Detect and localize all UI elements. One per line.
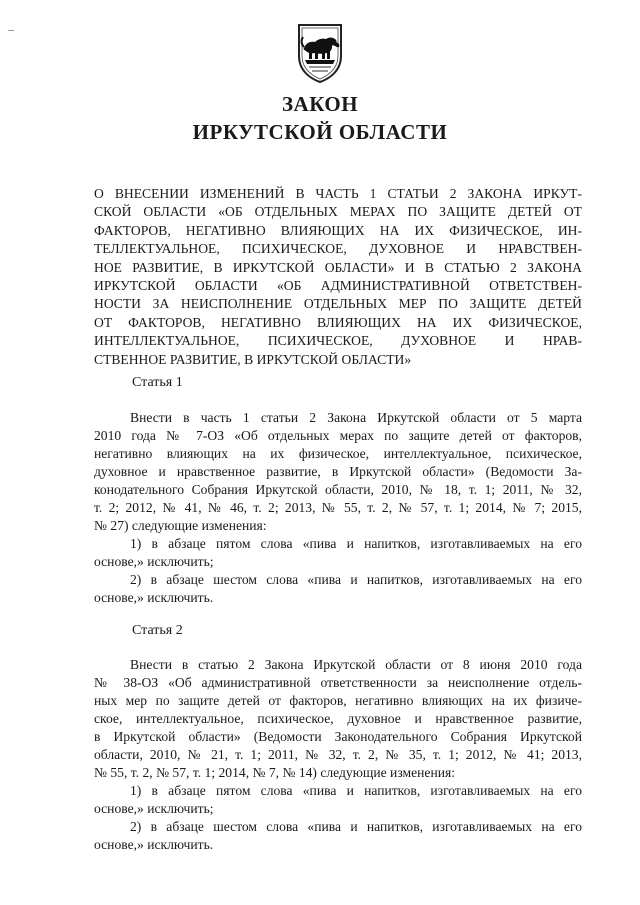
heading-line: О ВНЕСЕНИИ ИЗМЕНЕНИЙ В ЧАСТЬ 1 СТАТЬИ 2 ЗАКОНА ИРКУТ-: [94, 186, 582, 201]
article-2-intro: [94, 656, 582, 782]
article-1-title: Статья 1: [132, 375, 183, 390]
paragraph-line: негативно влияющих на их физическое, интеллектуальное, психическое,: [94, 446, 582, 461]
paragraph-line: 2010 года № 7-ОЗ «Об отдельных мерах по защите детей от факторов,: [94, 428, 582, 443]
item-line: 1) в абзаце пятом слова «пива и напитков, изготавливаемых на его: [130, 536, 582, 551]
heading-line: СКОЙ ОБЛАСТИ «ОБ ОТДЕЛЬНЫХ МЕРАХ ПО ЗАЩИТЕ ДЕТЕЙ ОТ: [94, 204, 582, 220]
irkutsk-coat-of-arms-icon: [295, 22, 345, 84]
item-line: основе,» исключить;: [94, 801, 214, 816]
item-line: основе,» исключить.: [94, 837, 214, 852]
paragraph-line: Внести в статью 2 Закона Иркутской области от 8 июня 2010 года: [130, 657, 582, 672]
heading-line: ИРКУТСКОЙ ОБЛАСТИ «ОБ АДМИНИСТРАТИВНОЙ ОТВЕТСТВЕН-: [94, 278, 582, 294]
article-2-item-1: [94, 782, 582, 818]
paragraph-line: № 38-ОЗ «Об административной ответственности за неисполнение отдель-: [94, 675, 582, 690]
article-1-item-1: [94, 535, 582, 571]
paragraph-line: ское, интеллектуальное, психическое, духовное и нравственное развитие,: [94, 711, 582, 726]
heading-line: ФАКТОРОВ, НЕГАТИВНО ВЛИЯЮЩИХ НА ИХ ФИЗИЧЕСКОЕ, ИН-: [94, 222, 582, 238]
article-1-item-2: [94, 571, 582, 607]
paragraph-line: в Иркутской области» (Ведомости Законодательного Собрания Иркутской: [94, 729, 582, 744]
paragraph-line: конодательного Собрания Иркутской области, 2010, № 18, т. 1; 2011, № 32,: [94, 482, 582, 497]
item-line: основе,» исключить.: [94, 590, 214, 605]
heading-line: СТВЕННОЕ РАЗВИТИЕ, В ИРКУТСКОЙ ОБЛАСТИ»: [94, 351, 412, 367]
paragraph-line: ных мер по защите детей от факторов, негативно влияющих на их физиче-: [94, 693, 582, 708]
item-line: 2) в абзаце шестом слова «пива и напитков, изготавливаемых на его: [130, 572, 582, 587]
paragraph-line: духовное и нравственное развитие, в Иркутской области» (Ведомости За-: [94, 464, 582, 479]
paragraph-line: № 27) следующие изменения:: [94, 518, 267, 533]
scan-mark: [8, 30, 14, 34]
paragraph-line: т. 2; 2012, № 41, № 46, т. 2; 2013, № 55, т. 2, № 57, т. 1; 2014, № 7; 2015,: [94, 500, 582, 515]
heading-line: ИНТЕЛЛЕКТУАЛЬНОЕ, ПСИХИЧЕСКОЕ, ДУХОВНОЕ И НРАВ-: [94, 333, 582, 349]
paragraph-line: № 55, т. 2, № 57, т. 1; 2014, № 7, № 14) следующие изменения:: [94, 765, 456, 780]
article-2-item-2: [94, 818, 582, 854]
region-title: ИРКУТСКОЙ ОБЛАСТИ: [192, 120, 448, 144]
item-line: основе,» исключить;: [94, 554, 214, 569]
law-heading: [94, 185, 582, 369]
paragraph-line: области, 2010, № 21, т. 1; 2011, № 32, т. 2, № 35, т. 1; 2012, № 41; 2013,: [94, 747, 582, 762]
article-1-intro: [94, 409, 582, 535]
heading-line: НОСТИ ЗА НЕИСПОЛНЕНИЕ ОТДЕЛЬНЫХ МЕР ПО ЗАЩИТЕ ДЕТЕЙ: [94, 296, 582, 312]
heading-line: НОЕ РАЗВИТИЕ, В ИРКУТСКОЙ ОБЛАСТИ» И В СТАТЬЮ 2 ЗАКОНА: [94, 259, 582, 275]
document-type-title: ЗАКОН: [281, 92, 359, 116]
heading-line: ОТ ФАКТОРОВ, НЕГАТИВНО ВЛИЯЮЩИХ НА ИХ ФИЗИЧЕСКОЕ,: [94, 314, 582, 330]
heading-line: ТЕЛЛЕКТУАЛЬНОЕ, ПСИХИЧЕСКОЕ, ДУХОВНОЕ И НРАВСТВЕН-: [94, 241, 582, 257]
paragraph-line: Внести в часть 1 статьи 2 Закона Иркутской области от 5 марта: [130, 410, 582, 425]
item-line: 2) в абзаце шестом слова «пива и напитков, изготавливаемых на его: [130, 819, 582, 834]
article-2-title: Статья 2: [132, 623, 183, 638]
item-line: 1) в абзаце пятом слова «пива и напитков, изготавливаемых на его: [130, 783, 582, 798]
